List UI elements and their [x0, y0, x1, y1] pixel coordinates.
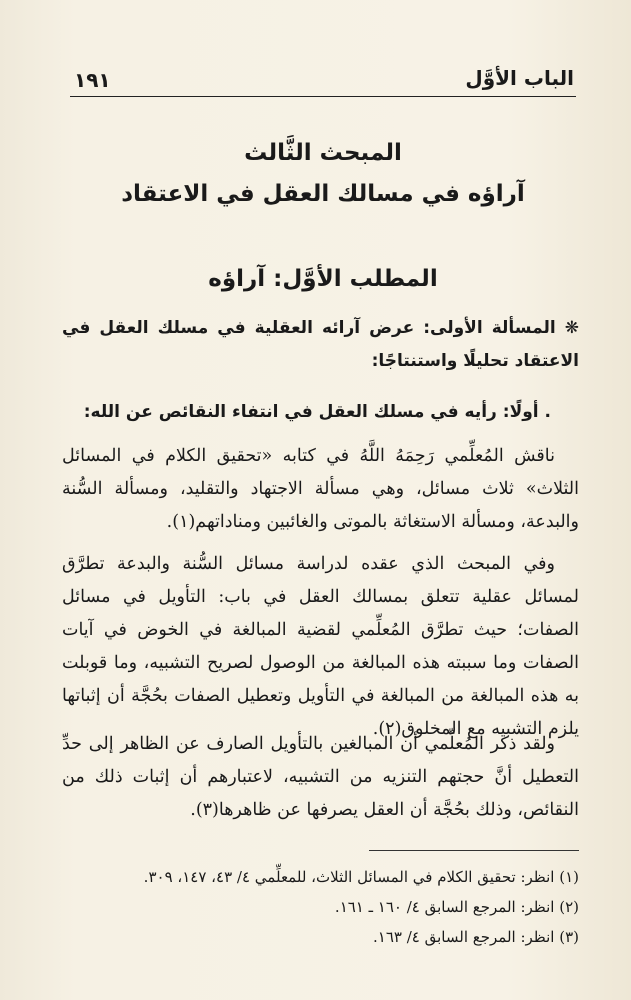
footnote-2: (٢) انظر: المرجع السابق ٤/ ١٦٠ ـ ١٦١.: [334, 898, 579, 916]
point-heading: . أولًا: رأيه في مسلك العقل في انتفاء النقائص عن الله:: [83, 402, 551, 422]
subsection-title: المطلب الأوَّل: آراؤه: [208, 266, 438, 292]
footnote-1: (١) انظر: تحقيق الكلام في المسائل الثلاث، للمعلِّمي ٤/ ٤٣، ١٤٧، ٣٠٩.: [143, 868, 579, 886]
paragraph-1: ناقش المُعلِّمي رَحِمَهُ اللَّهُ في كتابه «تحقيق الكلام في المسائل الثلاث» ثلاث مسائل، وهي مسألة الاجتهاد والتقليد، ومسألة السُّنة والبدعة، ومسألة الاستغاثة بالموتى والغائبين ومناداتهم(١).: [62, 446, 579, 532]
chapter-title: الباب الأوَّل: [465, 66, 574, 90]
footnote-divider: [369, 850, 579, 851]
page-number: ١٩١: [74, 68, 111, 92]
masala-heading: ❋ المسألة الأولى: عرض آرائه العقلية في مسلك العقل في الاعتقاد تحليلًا واستنتاجًا:: [62, 318, 579, 371]
running-header: [70, 62, 576, 97]
section-subtitle: آراؤه في مسالك العقل في الاعتقاد: [121, 181, 525, 207]
paragraph-2: وفي المبحث الذي عقده لدراسة مسائل السُّنة والبدعة تطرَّق لمسائل عقلية تتعلق بمسالك العقل في باب: التأويل في مسائل الصفات؛ حيث تطرَّق المُعلِّمي لقضية المبالغة في الخوض في آيات الصفات وما سببته هذه المبالغة من الوصول لصريح التشبيه، وما قوبلت به هذه المبالغة من المبالغة في التأويل وتعطيل الصفات بحُجَّة أن إثباتها يلزم التشبيه مع المخلوق(٢).: [62, 554, 579, 739]
footnotes: [62, 862, 579, 952]
section-title: المبحث الثَّالث: [244, 140, 402, 166]
paragraph-3: ولقد ذكر المُعلِّمي أن المبالغين بالتأويل الصارف عن الظاهر إلى حدِّ التعطيل أنَّ حجتهم التنزيه من التشبيه، لاعتبارهم أن إثبات ذلك من النقائص، وذلك بحُجَّة أن العقل يصرفها عن ظاهرها(٣).: [62, 734, 579, 820]
footnote-3: (٣) انظر: المرجع السابق ٤/ ١٦٣.: [373, 928, 579, 946]
